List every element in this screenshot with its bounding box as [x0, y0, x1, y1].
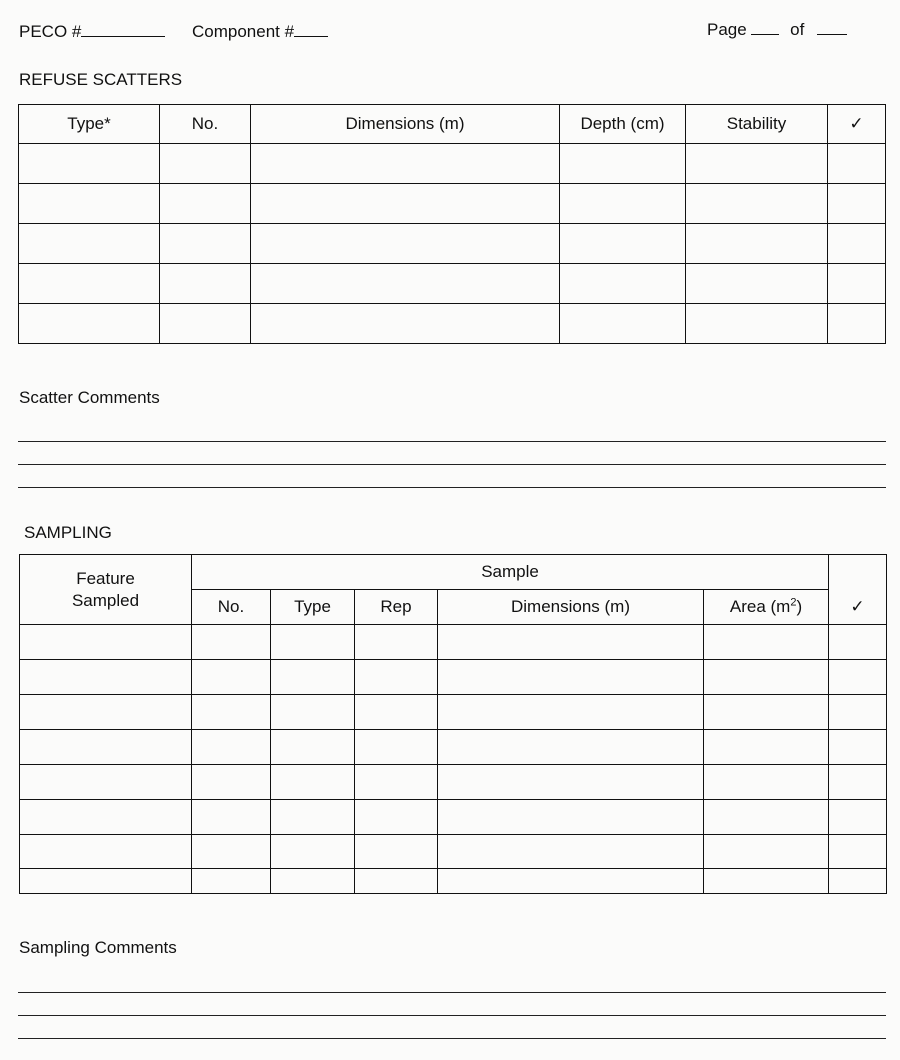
col-sample-type: Type	[271, 590, 355, 625]
col-feature-sampled	[20, 555, 192, 625]
scatter-comment-line[interactable]	[18, 464, 886, 465]
table-row[interactable]	[19, 184, 886, 224]
table-row[interactable]	[20, 695, 887, 730]
peco-field	[19, 22, 165, 42]
col-sample-no: No.	[192, 590, 271, 625]
sampling-comment-line[interactable]	[18, 992, 886, 993]
col-sample-check: ✓	[829, 590, 887, 625]
component-label: Component #	[192, 22, 295, 41]
peco-blank[interactable]	[81, 22, 165, 37]
scatter-comment-line[interactable]	[18, 487, 886, 488]
table-row[interactable]	[20, 730, 887, 765]
col-sample-area: Area $(m^2)$	[704, 590, 829, 625]
table-row[interactable]	[19, 224, 886, 264]
table-row[interactable]	[20, 800, 887, 835]
sampling-header-row-1	[20, 555, 887, 590]
peco-label: PECO #	[19, 22, 82, 41]
scatter-comments-label: Scatter Comments	[19, 388, 160, 407]
scatter-comment-line[interactable]	[18, 441, 886, 442]
of-label: of	[790, 20, 805, 39]
col-sample-dimensions: Dimensions (m)	[438, 590, 704, 625]
table-row[interactable]	[20, 625, 887, 660]
col-type: Type*	[19, 105, 160, 144]
page-total-blank[interactable]	[817, 20, 847, 35]
col-dimensions: Dimensions (m)	[251, 105, 560, 144]
table-row[interactable]	[20, 835, 887, 869]
sampling-title: SAMPLING	[24, 523, 112, 542]
table-row[interactable]	[20, 869, 887, 894]
col-no: No.	[160, 105, 251, 144]
col-check: ✓	[828, 105, 886, 144]
component-field	[192, 22, 328, 42]
col-sample-rep: Rep	[355, 590, 438, 625]
col-depth: Depth (cm)	[560, 105, 686, 144]
col-stability: Stability	[686, 105, 828, 144]
page-label: Page	[707, 20, 747, 39]
table-row[interactable]	[19, 144, 886, 184]
feature-label-line1: Feature	[76, 568, 135, 588]
table-row[interactable]	[19, 304, 886, 344]
table-row[interactable]	[20, 660, 887, 695]
sampling-comment-line[interactable]	[18, 1015, 886, 1016]
table-row[interactable]	[20, 765, 887, 800]
refuse-scatters-table	[18, 104, 886, 344]
col-sample-group: Sample	[192, 555, 829, 590]
refuse-scatters-title: REFUSE SCATTERS	[19, 70, 183, 89]
page-number-blank[interactable]	[751, 20, 779, 35]
table-row[interactable]	[19, 264, 886, 304]
component-blank[interactable]	[294, 22, 328, 37]
refuse-header-row	[19, 105, 886, 144]
sampling-table	[19, 554, 887, 894]
check-header-top	[829, 555, 887, 590]
page-field	[707, 20, 847, 40]
sampling-comments-label: Sampling Comments	[19, 938, 177, 957]
sampling-comment-line[interactable]	[18, 1038, 886, 1039]
feature-label-line2: Sampled	[71, 590, 140, 610]
